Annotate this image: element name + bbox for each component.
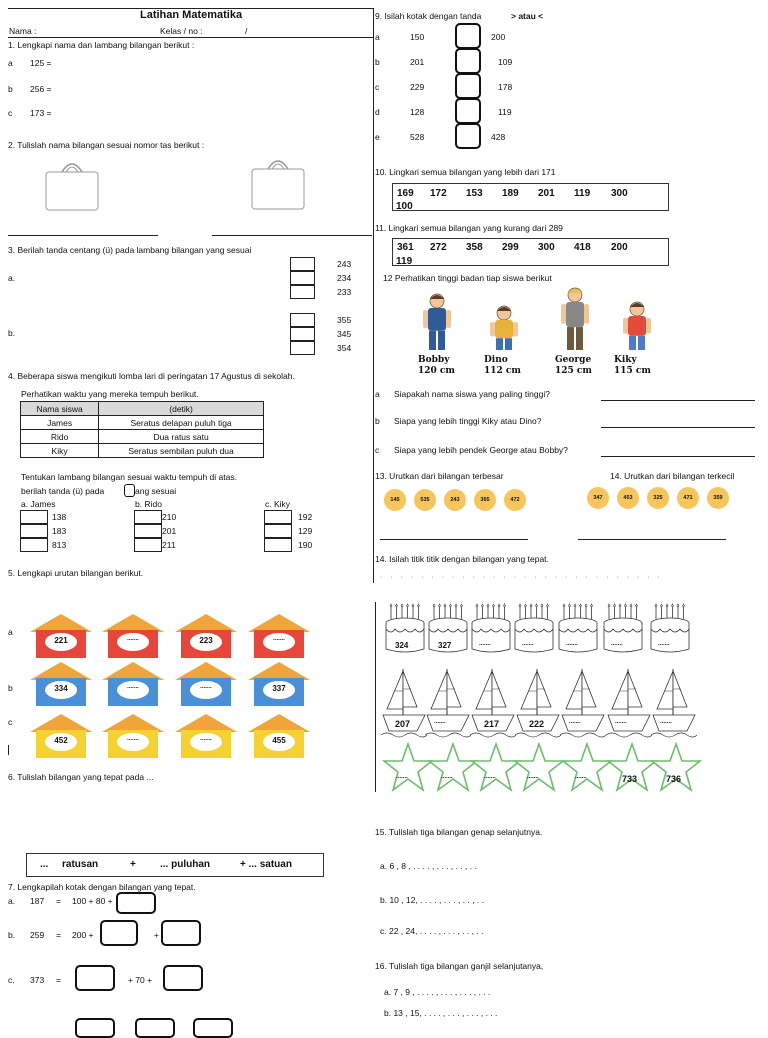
cake-number: 324 xyxy=(395,641,409,650)
q16-prompt: 16. Tulislah tiga bilangan ganjil selanjutanya, xyxy=(375,961,544,971)
number-ball: 145 xyxy=(384,489,406,511)
q9-row-letter: c xyxy=(375,82,380,92)
page-title: Latihan Matematika xyxy=(140,9,243,21)
cake-number[interactable]: ....... xyxy=(611,641,623,647)
star-icon xyxy=(650,742,702,794)
q2-answer-line-2[interactable] xyxy=(212,235,372,236)
circle-number[interactable]: 201 xyxy=(538,188,555,199)
q5-a-letter: a xyxy=(8,627,13,637)
q12-answer-line[interactable] xyxy=(601,427,755,428)
q1-c-letter: c xyxy=(8,108,13,118)
q4-c-option-1: 192 xyxy=(298,512,313,522)
q3-a-option-1: 243 xyxy=(337,259,352,269)
class-slash: / xyxy=(245,26,248,36)
class-label: Kelas / no : xyxy=(160,26,203,36)
q7-a-answer-box[interactable] xyxy=(116,892,156,914)
q1-a-letter: a xyxy=(8,58,13,68)
q9-right-number: 428 xyxy=(491,132,506,142)
cake-icon xyxy=(469,603,513,657)
q10-last-number[interactable]: 100 xyxy=(396,201,413,212)
q9-sign-box[interactable] xyxy=(455,48,481,74)
table-header: (detik) xyxy=(99,402,264,416)
circle-number[interactable]: 172 xyxy=(430,188,447,199)
cake-number: 327 xyxy=(438,641,452,650)
circle-number[interactable]: 153 xyxy=(466,188,483,199)
q4-a-checkbox-3[interactable] xyxy=(20,538,48,552)
circle-number[interactable]: 200 xyxy=(611,242,628,253)
number-ball: 325 xyxy=(647,487,669,509)
q9-row-letter: a xyxy=(375,32,380,42)
q3-b-option-1: 355 xyxy=(337,315,352,325)
q1-b-text: 256 = xyxy=(30,84,52,94)
q7-c-left: 373 xyxy=(30,975,45,985)
house-number[interactable]: ....... xyxy=(127,684,139,690)
boat-number[interactable]: ....... xyxy=(615,719,627,725)
cake-icon xyxy=(601,603,645,657)
kid-figure xyxy=(620,300,654,352)
house-number[interactable]: ....... xyxy=(200,736,212,742)
q12-prompt: 12 Perhatikan tinggi badan tiap siswa berikut xyxy=(383,273,552,283)
q7-b-equals: = xyxy=(56,930,61,940)
q9-row-letter: e xyxy=(375,132,380,142)
q1-c-text: 173 = xyxy=(30,108,52,118)
q4-a-option-1: 138 xyxy=(52,512,67,522)
boat-number: 207 xyxy=(395,719,411,729)
q6-blank: ... xyxy=(40,859,49,870)
sailboat-icon xyxy=(425,665,471,739)
q4-c-checkbox-2[interactable] xyxy=(264,524,292,538)
q12-question: Siapa yang lebih pendek George atau Bobby? xyxy=(394,445,568,455)
q16-a: a. 7 , 9 , . . . . , . . . , . . . , . . . xyxy=(384,987,491,997)
q11-prompt: 11. Lingkari semua bilangan yang kurang dari 289 xyxy=(375,223,563,233)
q3-prompt: 3. Berilah tanda centang (ü) pada lambang bilangan yang sesuai xyxy=(8,245,252,255)
q7-c-mid: + 70 + xyxy=(128,975,153,985)
name-label: Nama : xyxy=(9,26,37,36)
q9-right-number: 109 xyxy=(498,57,513,67)
circle-number[interactable]: 358 xyxy=(466,242,483,253)
q4-c-option-3: 190 xyxy=(298,540,313,550)
q9-left-number: 528 xyxy=(410,132,425,142)
kid-name: Dino xyxy=(484,355,508,365)
q4-c-option-2: 129 xyxy=(298,526,313,536)
star-number: 733 xyxy=(622,774,638,784)
cake-number[interactable]: ....... xyxy=(522,641,534,647)
q9-row-letter: b xyxy=(375,57,380,67)
q4-group-b-label: b. Rido xyxy=(135,499,162,509)
kid-height: 112 cm xyxy=(484,366,521,376)
q15-b: b. 10 , 12, . . . . , . . . , . . , . . xyxy=(380,895,484,905)
bag-illustration-2 xyxy=(250,155,306,211)
q12-question: Siapakah nama siswa yang paling tinggi? xyxy=(394,389,550,399)
table-row: Kiky Seratus sembilan puluh dua xyxy=(21,444,264,458)
q7-b-answer-box-2[interactable] xyxy=(161,920,201,946)
q12-answer-line[interactable] xyxy=(601,400,755,401)
star-number[interactable]: ....... xyxy=(396,774,408,780)
q3-b-checkbox-3[interactable] xyxy=(290,341,315,355)
q7-c-answer-box-2[interactable] xyxy=(163,965,203,991)
kid-figure xyxy=(420,292,454,352)
q4-instruction-2a: berilah tanda (ü) pada xyxy=(21,486,105,496)
table-header: Nama siswa xyxy=(21,402,99,416)
q3-b-checkbox-2[interactable] xyxy=(290,327,315,341)
q12-question-letter: c xyxy=(375,445,380,455)
cake-number[interactable]: ....... xyxy=(566,641,578,647)
q5-c-letter: c xyxy=(8,717,13,727)
q7-c-letter: c. xyxy=(8,975,15,985)
q7-d-answer-box-2[interactable] xyxy=(135,1018,175,1038)
q4-c-checkbox-3[interactable] xyxy=(264,538,292,552)
q4-a-checkbox-2[interactable] xyxy=(20,524,48,538)
q9-left-number: 150 xyxy=(410,32,425,42)
kid-figure xyxy=(487,304,521,352)
circle-number[interactable]: 300 xyxy=(538,242,555,253)
q9-sign-box[interactable] xyxy=(455,23,481,49)
circle-number[interactable]: 299 xyxy=(502,242,519,253)
q7-b-letter: b. xyxy=(8,930,16,940)
q7-d-answer-box-1[interactable] xyxy=(75,1018,115,1038)
q15-prompt: 15. Tulislah tiga bilangan genap selanjutnya. xyxy=(375,827,543,837)
q7-prompt: 7. Lengkapilah kotak dengan bilangan yang tepat. xyxy=(8,882,196,892)
cake-icon xyxy=(512,603,556,657)
q14-prompt: 14. Isilah titik titik dengan bilangan yang tepat. xyxy=(375,554,549,564)
q12-question-letter: b xyxy=(375,416,380,426)
q7-a-left: 187 xyxy=(30,896,45,906)
q16-b: b. 13 , 15, . . . . , . . . , . . . , . . . xyxy=(384,1008,498,1018)
q7-a-letter: a. xyxy=(8,896,16,906)
star-number[interactable]: ....... xyxy=(441,774,453,780)
number-ball: 471 xyxy=(677,487,699,509)
house-number[interactable]: ....... xyxy=(127,736,139,742)
house-number[interactable]: ....... xyxy=(127,636,139,642)
q5-b-letter: b xyxy=(8,683,13,693)
q3-a-checkbox-3[interactable] xyxy=(290,285,315,299)
house-number: 221 xyxy=(54,636,68,645)
number-ball: 347 xyxy=(587,487,609,509)
q7-c-answer-box-1[interactable] xyxy=(75,965,115,991)
q7-b-left: 259 xyxy=(30,930,45,940)
q6-plus-1: + xyxy=(130,859,136,870)
q9-left-number: 201 xyxy=(410,57,425,67)
q4-b-checkbox-2[interactable] xyxy=(134,524,162,538)
q4-instruction-2b: ang sesuai xyxy=(135,486,177,496)
q4-sub: Perhatikan waktu yang mereka tempuh berikut. xyxy=(21,389,199,399)
q6-hundreds: ratusan xyxy=(62,859,99,870)
number-ball: 365 xyxy=(474,489,496,511)
q6-tens: ... puluhan xyxy=(160,859,210,870)
boat-number[interactable]: ....... xyxy=(660,719,672,725)
q3-a-checkbox-2[interactable] xyxy=(290,271,315,285)
q9-sign-box[interactable] xyxy=(455,73,481,99)
q3-b-checkbox-1[interactable] xyxy=(290,313,315,327)
q9-row-letter: d xyxy=(375,107,380,117)
house-number: 223 xyxy=(199,636,213,645)
kid-figure xyxy=(558,286,592,352)
q4-example-box xyxy=(124,484,135,497)
number-ball: 535 xyxy=(414,489,436,511)
cake-number[interactable]: ....... xyxy=(658,641,670,647)
q4-b-checkbox-3[interactable] xyxy=(134,538,162,552)
circle-number[interactable]: 361 xyxy=(397,242,414,253)
q11-last-number[interactable]: 119 xyxy=(396,256,413,267)
q15-a: a. 6 , 8 , . . . . , . . . , . . , . . xyxy=(380,861,477,871)
house-number: 455 xyxy=(272,736,286,745)
circle-number[interactable]: 169 xyxy=(397,188,414,199)
kid-name: George xyxy=(555,355,592,365)
number-ball: 472 xyxy=(504,489,526,511)
q4-c-checkbox-1[interactable] xyxy=(264,510,292,524)
circle-number[interactable]: 119 xyxy=(574,188,591,199)
boat-number[interactable]: ....... xyxy=(569,719,581,725)
q9-left-number: 229 xyxy=(410,82,425,92)
q3-a-letter: a. xyxy=(8,273,16,283)
kid-name: Kiky xyxy=(614,355,637,365)
q3-b-option-3: 354 xyxy=(337,343,352,353)
house-number: 337 xyxy=(272,684,286,693)
q13-answer-line[interactable] xyxy=(380,539,528,540)
number-ball: 359 xyxy=(707,487,729,509)
q9-signs: > atau < xyxy=(511,11,544,21)
kid-height: 115 cm xyxy=(614,366,651,376)
q4-b-option-2: 201 xyxy=(162,526,177,536)
q6-ones: + ... satuan xyxy=(240,859,292,870)
q4-group-a-label: a. James xyxy=(21,499,56,509)
q3-a-option-2: 234 xyxy=(337,273,352,283)
bag-illustration-1 xyxy=(44,158,100,212)
boat-number: 217 xyxy=(484,719,500,729)
q7-b-plus: + xyxy=(154,930,159,940)
q14-dots-cutoff: · · · · · · · · · · · · · · · · · · · · · · · · · · · · xyxy=(380,574,663,581)
q3-b-option-2: 345 xyxy=(337,329,352,339)
star-icon xyxy=(513,742,565,794)
star-number[interactable]: ....... xyxy=(484,774,496,780)
runner-times-table xyxy=(20,401,264,458)
q1-a-text: 125 = xyxy=(30,58,52,68)
q14a-prompt: 14. Urutkan dari bilangan terkecil xyxy=(610,471,735,481)
circle-number[interactable]: 300 xyxy=(611,188,628,199)
q2-prompt: 2. Tulislah nama bilangan sesuai nomor tas berikut : xyxy=(8,140,205,150)
house-number[interactable]: ....... xyxy=(273,636,285,642)
q5-prompt: 5. Lengkapi urutan bilangan berikut. xyxy=(8,568,144,578)
table-row: Rido Dua ratus satu xyxy=(21,430,264,444)
number-ball: 243 xyxy=(444,489,466,511)
q10-prompt: 10. Lingkari semua bilangan yang lebih dari 171 xyxy=(375,167,556,177)
table-row: James Seratus delapan puluh tiga xyxy=(21,416,264,430)
star-number: 736 xyxy=(666,774,682,784)
star-number[interactable]: ....... xyxy=(575,774,587,780)
circle-number[interactable]: 189 xyxy=(502,188,519,199)
q4-a-option-2: 183 xyxy=(52,526,67,536)
number-ball: 453 xyxy=(617,487,639,509)
q4-prompt: 4. Beberapa siswa mengikuti lomba lari di peringatan 17 Agustus di sekolah. xyxy=(8,371,295,381)
q9-right-number: 178 xyxy=(498,82,513,92)
q9-right-number: 119 xyxy=(498,107,512,117)
q3-a-option-3: 233 xyxy=(337,287,352,297)
sailboat-icon xyxy=(606,665,652,739)
q6-prompt: 6. Tulislah bilangan yang tepat pada ... xyxy=(8,772,154,782)
sailboat-icon xyxy=(651,665,697,739)
cake-icon xyxy=(648,603,692,657)
q7-a-rest: 100 + 80 + xyxy=(72,896,113,906)
q12-answer-line[interactable] xyxy=(601,456,755,457)
kid-name: Bobby xyxy=(418,355,450,365)
q7-a-equals: = xyxy=(56,896,61,906)
q1-b-letter: b xyxy=(8,84,13,94)
q9-sign-box[interactable] xyxy=(455,98,481,124)
q4-b-checkbox-1[interactable] xyxy=(134,510,162,524)
q9-right-number: 200 xyxy=(491,32,506,42)
q7-b-rest: 200 + xyxy=(72,930,94,940)
kid-height: 120 cm xyxy=(418,366,455,376)
circle-number[interactable]: 418 xyxy=(574,242,591,253)
q3-b-letter: b. xyxy=(8,328,16,338)
circle-number[interactable]: 272 xyxy=(430,242,447,253)
q9-sign-box[interactable] xyxy=(455,123,481,149)
kid-height: 125 cm xyxy=(555,366,592,376)
q15-c: c. 22 , 24, . . . . , . . . , . . , . . xyxy=(380,926,484,936)
star-number[interactable]: ....... xyxy=(527,774,539,780)
q12-question: Siapa yang lebih tinggi Kiky atau Dino? xyxy=(394,416,542,426)
q14a-answer-line[interactable] xyxy=(578,539,726,540)
q9-prompt: 9. Isilah kotak dengan tanda xyxy=(375,11,482,21)
q12-question-letter: a xyxy=(375,389,380,399)
q13-prompt: 13. Urutkan dari bilangan terbesar xyxy=(375,471,504,481)
q2-answer-line-1[interactable] xyxy=(8,235,158,236)
q4-b-option-1: 210 xyxy=(162,512,177,522)
boat-number: 222 xyxy=(529,719,545,729)
q4-instruction-1: Tentukan lambang bilangan sesuai waktu tempuh di atas. xyxy=(21,472,237,482)
q7-d-answer-box-3[interactable] xyxy=(193,1018,233,1038)
q4-group-c-label: c. Kiky xyxy=(265,499,291,509)
q4-a-option-3: 813 xyxy=(52,540,67,550)
q7-b-answer-box-1[interactable] xyxy=(100,920,138,946)
q3-a-checkbox-1[interactable] xyxy=(290,257,315,271)
house-number[interactable]: ....... xyxy=(200,684,212,690)
house-number: 334 xyxy=(54,684,68,693)
q4-a-checkbox-1[interactable] xyxy=(20,510,48,524)
q9-left-number: 128 xyxy=(410,107,425,117)
sailboat-icon xyxy=(560,665,606,739)
cake-icon xyxy=(556,603,600,657)
boat-number[interactable]: ....... xyxy=(434,719,446,725)
q4-b-option-3: 211 xyxy=(162,540,176,550)
q7-c-equals: = xyxy=(56,975,61,985)
house-number: 452 xyxy=(54,736,68,745)
q1-prompt: 1. Lengkapi nama dan lambang bilangan berikut : xyxy=(8,40,195,50)
cake-number[interactable]: ....... xyxy=(479,641,491,647)
